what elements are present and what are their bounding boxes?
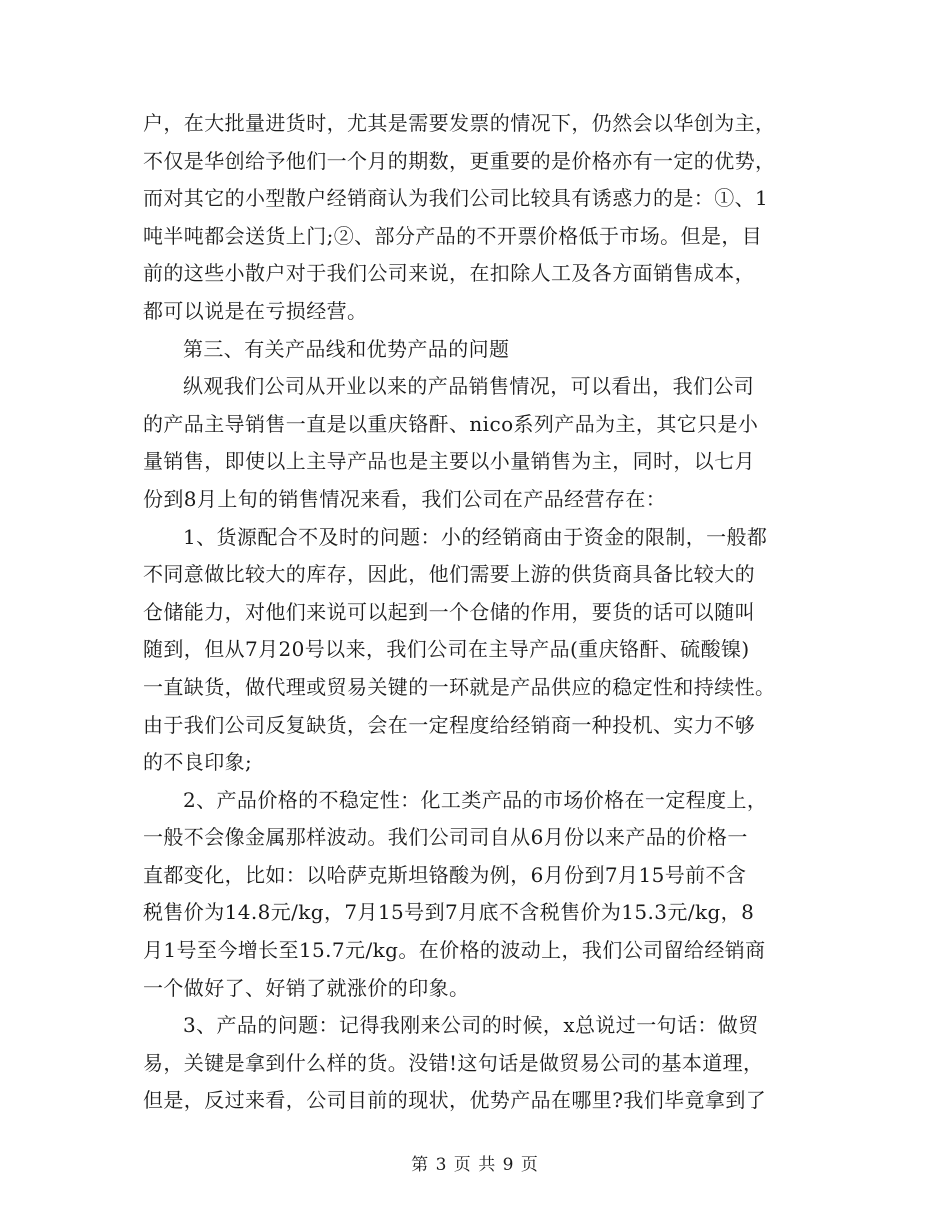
document-body xyxy=(143,105,811,1120)
text-line: 2、产品价格的不稳定性：化工类产品的市场价格在一定程度上， xyxy=(183,787,768,812)
section-heading: 第三、有关产品线和优势产品的问题 xyxy=(183,336,510,361)
text-line: 前的这些小散户对于我们公司来说，在扣除人工及各方面销售成本， xyxy=(143,261,755,286)
text-line: 仓储能力，对他们来说可以起到一个仓储的作用，要货的话可以随叫 xyxy=(143,599,755,624)
text-line: 而对其它的小型散户经销商认为我们公司比较具有诱惑力的是：①、1 xyxy=(143,186,769,211)
text-line: 都可以说是在亏损经营。 xyxy=(143,298,368,323)
text-line: 易，关键是拿到什么样的货。没错!这句话是做贸易公司的基本道理， xyxy=(143,1050,764,1075)
text-line: 一直缺货，做代理或贸易关键的一环就是产品供应的稳定性和持续性。 xyxy=(143,674,776,699)
text-line: 份到8月上旬的销售情况来看，我们公司在产品经营存在： xyxy=(143,486,667,511)
text-line: 但是，反过来看，公司目前的现状，优势产品在哪里?我们毕竟拿到了 xyxy=(143,1088,767,1113)
text-line: 量销售，即使以上主导产品也是主要以小量销售为主，同时，以七月 xyxy=(143,449,755,474)
text-line: 户，在大批量进货时，尤其是需要发票的情况下，仍然会以华创为主， xyxy=(143,111,776,135)
text-line: 1、货源配合不及时的问题：小的经销商由于资金的限制，一般都 xyxy=(183,524,768,549)
text-line: 一般不会像金属那样波动。我们公司司自从6月份以来产品的价格一 xyxy=(143,825,748,850)
text-line: 由于我们公司反复缺货，会在一定程度给经销商一种投机、实力不够 xyxy=(143,712,755,737)
text-line: 的产品主导销售一直是以重庆铬酐、nico系列产品为主，其它只是小 xyxy=(143,411,759,436)
text-line: 月1号至今增长至15.7元/kg。在价格的波动上，我们公司留给经销商 xyxy=(143,938,766,963)
page-footer: 第 3 页 共 9 页 xyxy=(411,1155,539,1175)
text-line: 直都变化，比如：以哈萨克斯坦铬酸为例，6月份到7月15号前不含 xyxy=(143,862,747,887)
text-line: 的不良印象; xyxy=(143,750,253,775)
text-line: 一个做好了、好销了就涨价的印象。 xyxy=(143,975,470,1000)
text-line: 纵观我们公司从开业以来的产品销售情况，可以看出，我们公司 xyxy=(183,374,755,399)
text-line: 不仅是华创给予他们一个月的期数，更重要的是价格亦有一定的优势， xyxy=(143,148,776,173)
text-line: 税售价为14.8元/kg，7月15号到7月底不含税售价为15.3元/kg，8 xyxy=(143,900,755,925)
text-line: 随到，但从7月20号以来，我们公司在主导产品(重庆铬酐、硫酸镍) xyxy=(143,637,750,662)
text-line: 3、产品的问题：记得我刚来公司的时候，x总说过一句话：做贸 xyxy=(183,1013,759,1038)
text-line: 不同意做比较大的库存，因此，他们需要上游的供货商具备比较大的 xyxy=(143,562,755,587)
text-line: 吨半吨都会送货上门;②、部分产品的不开票价格低于市场。但是，目 xyxy=(143,223,763,248)
